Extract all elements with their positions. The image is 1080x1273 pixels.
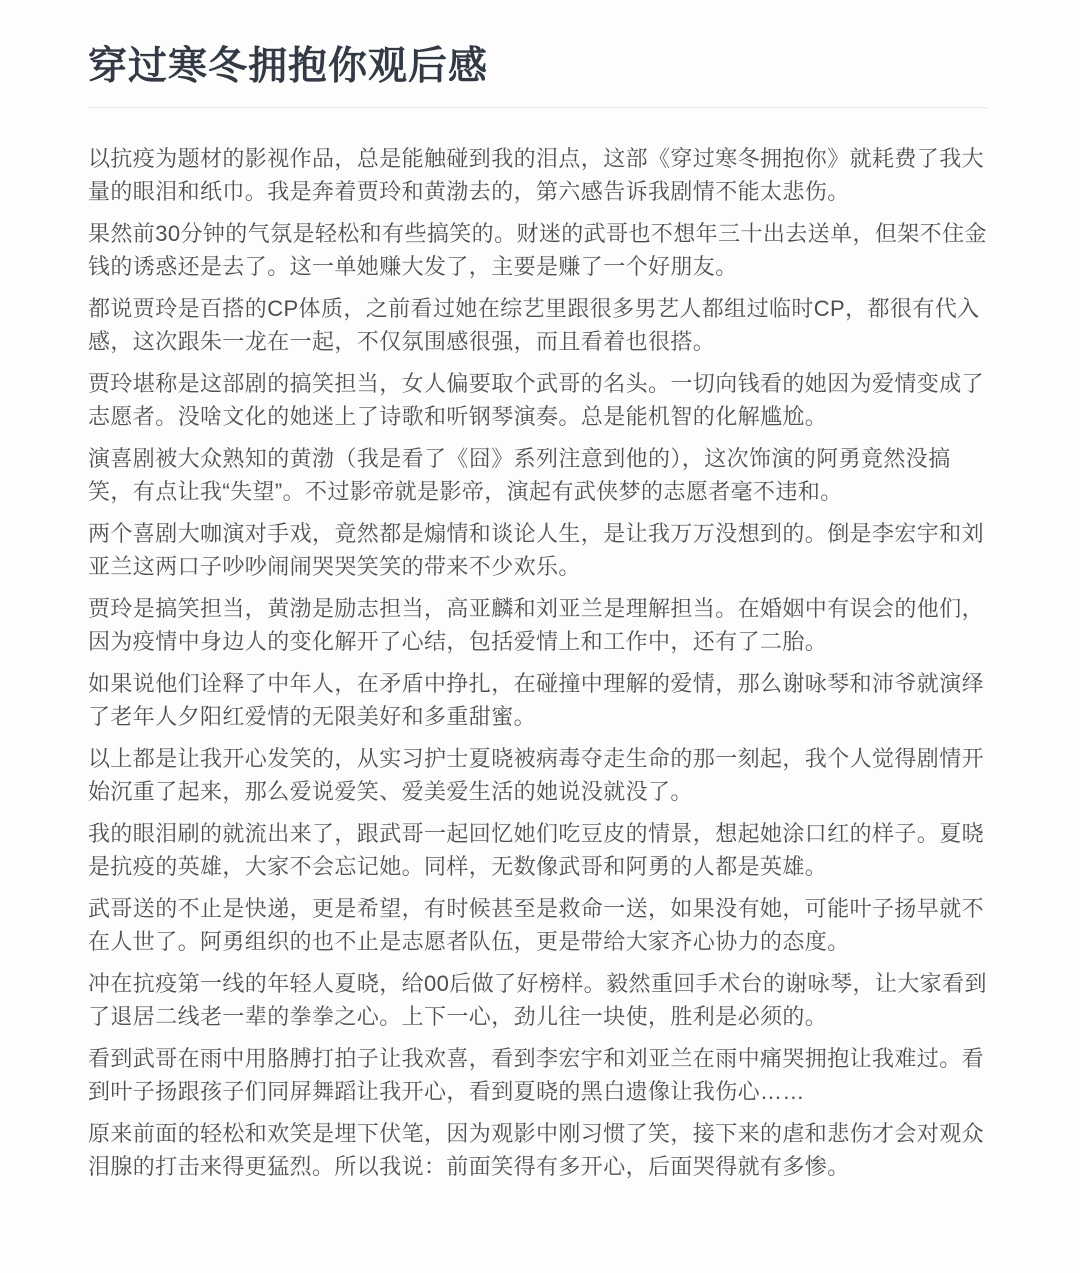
title-divider [88, 107, 988, 109]
article-paragraph: 都说贾玲是百搭的CP体质，之前看过她在综艺里跟很多男艺人都组过临时CP，都很有代入感，这次跟朱一龙在一起，不仅氛围感很强，而且看着也很搭。 [88, 296, 980, 354]
article-paragraph: 原来前面的轻松和欢笑是埋下伏笔，因为观影中刚习惯了笑，接下来的虐和悲伤才会对观众泪腺的打击来得更猛烈。所以我说：前面笑得有多开心，后面哭得就有多惨。 [88, 1121, 985, 1179]
article-paragraph: 贾玲堪称是这部剧的搞笑担当，女人偏要取个武哥的名头。一切向钱看的她因为爱情变成了志愿者。没啥文化的她迷上了诗歌和听钢琴演奏。总是能机智的化解尴尬。 [88, 371, 985, 429]
article-paragraph: 以上都是让我开心发笑的，从实习护士夏晓被病毒夺走生命的那一刻起，我个人觉得剧情开始沉重了起来，那么爱说爱笑、爱美爱生活的她说没就没了。 [88, 746, 985, 804]
article-paragraph: 冲在抗疫第一线的年轻人夏晓，给00后做了好榜样。毅然重回手术台的谢咏琴，让大家看到了退居二线老一辈的拳拳之心。上下一心，劲儿往一块使，胜利是必须的。 [88, 971, 987, 1029]
article-title: 穿过寒冬拥抱你观后感 [88, 45, 489, 88]
article-paragraph: 武哥送的不止是快递，更是希望，有时候甚至是救命一送，如果没有她，可能叶子扬早就不在人世了。阿勇组织的也不止是志愿者队伍，更是带给大家齐心协力的态度。 [88, 896, 985, 954]
article-paragraph: 两个喜剧大咖演对手戏，竟然都是煽情和谈论人生，是让我万万没想到的。倒是李宏宇和刘亚兰这两口子吵吵闹闹哭哭笑笑的带来不少欢乐。 [88, 521, 985, 579]
article-paragraph: 我的眼泪刷的就流出来了，跟武哥一起回忆她们吃豆皮的情景，想起她涂口红的样子。夏晓是抗疫的英雄，大家不会忘记她。同样，无数像武哥和阿勇的人都是英雄。 [88, 821, 985, 879]
article-paragraph: 果然前30分钟的气氛是轻松和有些搞笑的。财迷的武哥也不想年三十出去送单，但架不住金钱的诱惑还是去了。这一单她赚大发了，主要是赚了一个好朋友。 [88, 221, 987, 279]
article-header [88, 44, 988, 109]
article-paragraph: 演喜剧被大众熟知的黄渤（我是看了《囧》系列注意到他的），这次饰演的阿勇竟然没搞笑，有点让我“失望”。不过影帝就是影帝，演起有武侠梦的志愿者毫不违和。 [88, 446, 951, 504]
article-paragraph: 以抗疫为题材的影视作品，总是能触碰到我的泪点，这部《穿过寒冬拥抱你》就耗费了我大量的眼泪和纸巾。我是奔着贾玲和黄渤去的，第六感告诉我剧情不能太悲伤。 [88, 146, 985, 204]
article-paragraph: 贾玲是搞笑担当，黄渤是励志担当，高亚麟和刘亚兰是理解担当。在婚姻中有误会的他们，因为疫情中身边人的变化解开了心结，包括爱情上和工作中，还有了二胎。 [88, 596, 985, 654]
article-paragraph: 看到武哥在雨中用胳膊打拍子让我欢喜，看到李宏宇和刘亚兰在雨中痛哭拥抱让我难过。看到叶子扬跟孩子们同屏舞蹈让我开心，看到夏晓的黑白遗像让我伤心…… [88, 1046, 985, 1104]
article-paragraph: 如果说他们诠释了中年人，在矛盾中挣扎，在碰撞中理解的爱情，那么谢咏琴和沛爷就演绎了老年人夕阳红爱情的无限美好和多重甜蜜。 [88, 671, 985, 729]
article-body [88, 142, 988, 1183]
